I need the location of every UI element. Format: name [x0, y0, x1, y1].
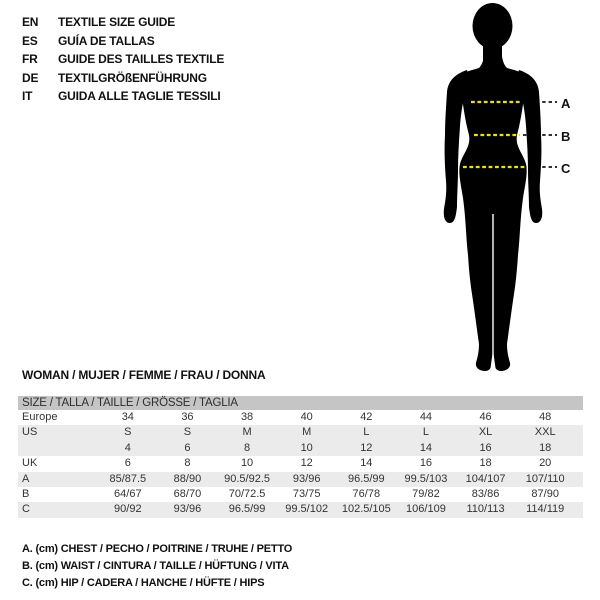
table-row — [18, 456, 583, 471]
size-value-cell: 6 — [124, 457, 131, 470]
size-value-cell: 64/67 — [114, 487, 142, 500]
size-value-cell: 42 — [360, 411, 373, 423]
size-value-cell: 76/78 — [352, 487, 381, 500]
size-value-cell: S — [183, 426, 192, 439]
size-value-cell: 38 — [240, 411, 254, 423]
size-value-cell: S — [124, 426, 132, 439]
size-value-cell: 88/90 — [173, 472, 202, 485]
size-value-cell: 96.5/99 — [347, 472, 385, 485]
row-label: B — [22, 487, 30, 500]
size-value-cell: 79/82 — [412, 487, 440, 500]
table-row — [18, 502, 583, 517]
size-value-cell: 10 — [240, 457, 254, 470]
legend-waist: B. (cm) WAIST / CINTURA / TAILLE / HÜFTUNG / VITA — [22, 560, 289, 572]
size-value-cell: 12 — [360, 441, 373, 454]
size-value-cell: 90/92 — [114, 503, 142, 516]
size-value-cell: 44 — [419, 411, 433, 423]
size-value-cell: 14 — [419, 441, 433, 454]
size-value-cell: 8 — [184, 457, 191, 470]
language-list — [22, 13, 224, 106]
measure-label-c: C — [561, 161, 571, 176]
size-value-cell: XXL — [534, 426, 556, 439]
language-code: FR — [22, 52, 38, 66]
size-value-cell: 8 — [244, 441, 251, 454]
language-title: GUÍA DE TALLAS — [58, 33, 155, 48]
size-value-cell: 106/109 — [406, 503, 446, 516]
table-row — [18, 410, 583, 425]
table-rows — [18, 410, 583, 518]
size-value-cell: 20 — [539, 457, 552, 470]
size-value-cell: 6 — [184, 441, 191, 454]
size-value-cell: M — [302, 426, 312, 439]
size-value-cell: 70/72.5 — [228, 487, 266, 500]
size-value-cell: 40 — [300, 411, 313, 423]
size-value-cell: 102.5/105 — [341, 503, 391, 516]
size-value-cell: L — [422, 426, 429, 439]
language-code: IT — [22, 89, 33, 103]
row-label — [18, 441, 98, 456]
size-value-cell: 36 — [181, 411, 194, 423]
size-value-cell: 73/75 — [292, 487, 321, 500]
size-value-cell: 110/113 — [466, 503, 505, 516]
language-code: DE — [22, 70, 39, 85]
size-value-cell: 85/87.5 — [109, 472, 147, 485]
size-value-cell: 34 — [121, 411, 134, 423]
size-value-cell: 99.5/102 — [285, 503, 329, 516]
language-title: GUIDA ALLE TAGLIE TESSILI — [58, 89, 221, 103]
measurement-legend — [22, 541, 292, 592]
size-table — [18, 396, 583, 518]
row-label: A — [22, 472, 30, 485]
measure-label-a: A — [561, 96, 571, 111]
row-label: US — [22, 426, 38, 439]
table-row — [18, 472, 583, 487]
measure-label-b: B — [561, 129, 571, 144]
size-value-cell: 14 — [360, 457, 373, 470]
size-value-cell: 4 — [124, 441, 131, 454]
size-value-cell: 10 — [300, 441, 313, 454]
row-label: C — [22, 503, 30, 516]
size-value-cell: 99.5/103 — [404, 472, 448, 485]
size-value-cell: M — [242, 426, 252, 439]
legend-chest: A. (cm) CHEST / PECHO / POITRINE / TRUHE / PETTO — [22, 543, 293, 555]
size-value-cell: 16 — [419, 457, 433, 470]
size-value-cell: 68/70 — [173, 487, 202, 500]
woman-silhouette-icon — [437, 2, 577, 374]
size-value-cell: L — [363, 426, 370, 439]
size-value-cell: 16 — [479, 441, 492, 454]
language-row-en — [22, 13, 224, 32]
figure-woman-silhouette — [437, 2, 582, 374]
size-value-cell: 46 — [479, 411, 492, 423]
table-row — [18, 425, 583, 440]
language-row-fr — [22, 50, 224, 69]
language-row-it — [22, 87, 224, 106]
size-value-cell: 93/96 — [292, 472, 321, 485]
language-title: GUIDE DES TAILLES TEXTILE — [58, 52, 225, 66]
language-title: TEXTILE SIZE GUIDE — [58, 15, 176, 29]
size-value-cell: 83/86 — [471, 487, 500, 500]
size-table-header: SIZE / TALLA / TAILLE / GRÖSSE / TAGLIA — [18, 396, 583, 410]
language-code: EN — [22, 15, 39, 29]
table-row — [18, 487, 583, 502]
legend-hip: C. (cm) HIP / CADERA / HANCHE / HÜFTE / HIPS — [22, 577, 265, 589]
size-value-cell: 18 — [479, 457, 492, 470]
size-value-cell: 90.5/92.5 — [224, 472, 270, 485]
size-value-cell: 107/110 — [525, 472, 565, 485]
language-row-de — [22, 69, 224, 88]
size-value-cell: 48 — [539, 411, 552, 423]
row-label: UK — [22, 457, 38, 470]
size-value-cell: XL — [478, 426, 493, 439]
size-value-cell: 93/96 — [173, 503, 202, 516]
size-value-cell: 12 — [300, 457, 313, 470]
language-code: ES — [22, 33, 38, 48]
language-title: TEXTILGRÖßENFÜHRUNG — [58, 70, 207, 85]
row-label: Europe — [22, 411, 58, 423]
size-value-cell: 96.5/99 — [228, 503, 266, 516]
section-title-woman: WOMAN / MUJER / FEMME / FRAU / DONNA — [22, 368, 266, 382]
size-value-cell: 104/107 — [465, 472, 506, 485]
size-value-cell: 18 — [539, 441, 552, 454]
language-row-es — [22, 32, 224, 51]
size-value-cell: 114/119 — [526, 503, 565, 516]
size-value-cell: 87/90 — [531, 487, 559, 500]
table-row — [18, 441, 583, 456]
